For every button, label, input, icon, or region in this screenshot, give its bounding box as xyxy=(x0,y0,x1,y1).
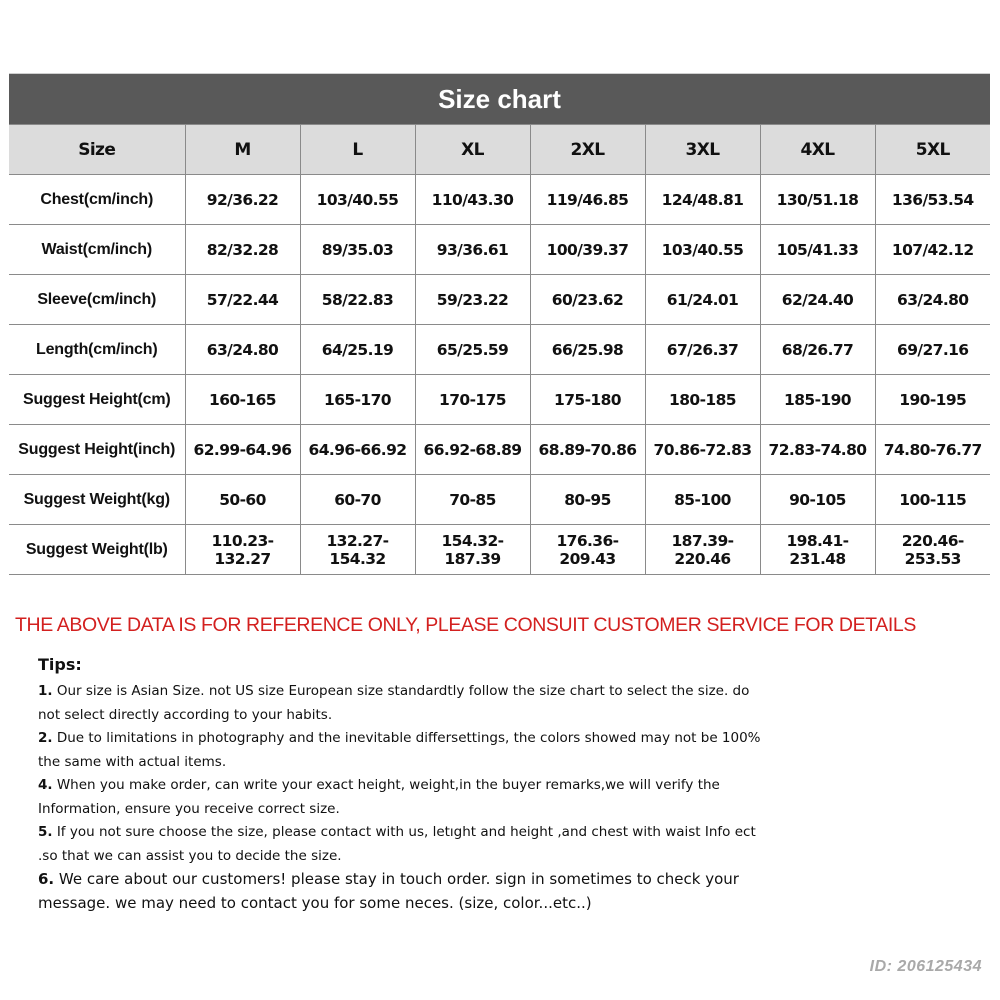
tip-line xyxy=(38,774,818,798)
row-label: Chest(cm/inch) xyxy=(9,175,185,225)
tip-text: the same with actual items. xyxy=(38,753,227,770)
table-cell: 66/25.98 xyxy=(530,325,645,375)
tip-text: not select directly according to your habits. xyxy=(38,706,333,723)
header-cell: L xyxy=(300,125,415,175)
table-cell: 61/24.01 xyxy=(645,275,760,325)
tips-list xyxy=(38,680,818,915)
tip-number: 6. xyxy=(38,870,55,888)
table-cell: 69/27.16 xyxy=(875,325,990,375)
table-cell: 64/25.19 xyxy=(300,325,415,375)
tip-text: message. we may need to contact you for some neces. (size, color...etc..) xyxy=(38,893,592,912)
table-cell: 124/48.81 xyxy=(645,175,760,225)
tip-line xyxy=(38,798,818,822)
table-cell: 160-165 xyxy=(185,375,300,425)
reference-notice: THE ABOVE DATA IS FOR REFERENCE ONLY, PLEASE CONSUIT CUSTOMER SERVICE FOR DETAILS xyxy=(15,614,916,636)
header-cell: 3XL xyxy=(645,125,760,175)
tip-number: 1. xyxy=(38,683,53,699)
tip-line xyxy=(38,704,818,728)
table-cell: 136/53.54 xyxy=(875,175,990,225)
tip-line xyxy=(38,868,818,892)
table-cell: 180-185 xyxy=(645,375,760,425)
table-cell: 190-195 xyxy=(875,375,990,425)
header-cell: Size xyxy=(9,125,185,175)
table-cell: 67/26.37 xyxy=(645,325,760,375)
row-label: Suggest Height(inch) xyxy=(9,425,185,475)
table-row xyxy=(9,225,990,275)
tip-line xyxy=(38,680,818,704)
table-cell: 66.92-68.89 xyxy=(415,425,530,475)
table-cell: 80-95 xyxy=(530,475,645,525)
tips-section xyxy=(38,655,818,915)
table-cell: 82/32.28 xyxy=(185,225,300,275)
table-cell: 170-175 xyxy=(415,375,530,425)
table-cell: 175-180 xyxy=(530,375,645,425)
table-cell: 50-60 xyxy=(185,475,300,525)
tip-line xyxy=(38,821,818,845)
row-label: Sleeve(cm/inch) xyxy=(9,275,185,325)
table-row xyxy=(9,375,990,425)
tips-title: Tips: xyxy=(38,655,82,674)
table-row xyxy=(9,325,990,375)
table-cell: 57/22.44 xyxy=(185,275,300,325)
tip-line xyxy=(38,727,818,751)
table-row xyxy=(9,175,990,225)
header-cell: 2XL xyxy=(530,125,645,175)
tip-line xyxy=(38,845,818,869)
table-cell: 65/25.59 xyxy=(415,325,530,375)
tip-text: Due to limitations in photography and the inevitable differsettings, the colors showed may not be 100% xyxy=(56,730,761,746)
header-row xyxy=(9,125,990,175)
tip-line xyxy=(38,892,818,916)
table-cell: 85-100 xyxy=(645,475,760,525)
table-cell: 220.46-253.53 xyxy=(875,525,990,575)
table-row xyxy=(9,525,990,575)
table-cell: 70-85 xyxy=(415,475,530,525)
table-cell: 100-115 xyxy=(875,475,990,525)
row-label: Waist(cm/inch) xyxy=(9,225,185,275)
table-cell: 60-70 xyxy=(300,475,415,525)
table-row xyxy=(9,275,990,325)
tip-text: We care about our customers! please stay in touch order. sign in sometimes to check your xyxy=(58,870,739,888)
row-label: Suggest Weight(lb) xyxy=(9,525,185,575)
header-cell: 4XL xyxy=(760,125,875,175)
tip-text: When you make order, can write your exact height, weight,in the buyer remarks,we will verify the xyxy=(56,777,720,793)
tip-line xyxy=(38,751,818,775)
table-cell: 110/43.30 xyxy=(415,175,530,225)
table-cell: 176.36-209.43 xyxy=(530,525,645,575)
header-cell: XL xyxy=(415,125,530,175)
header-cell: 5XL xyxy=(875,125,990,175)
row-label: Suggest Weight(kg) xyxy=(9,475,185,525)
table-cell: 63/24.80 xyxy=(185,325,300,375)
table-cell: 103/40.55 xyxy=(645,225,760,275)
table-cell: 60/23.62 xyxy=(530,275,645,325)
row-label: Suggest Height(cm) xyxy=(9,375,185,425)
table-cell: 62.99-64.96 xyxy=(185,425,300,475)
table-cell: 187.39-220.46 xyxy=(645,525,760,575)
table-cell: 185-190 xyxy=(760,375,875,425)
table-cell: 74.80-76.77 xyxy=(875,425,990,475)
table-cell: 105/41.33 xyxy=(760,225,875,275)
table-cell: 70.86-72.83 xyxy=(645,425,760,475)
table-cell: 72.83-74.80 xyxy=(760,425,875,475)
row-label: Length(cm/inch) xyxy=(9,325,185,375)
size-chart xyxy=(9,73,990,575)
tip-text: If you not sure choose the size, please contact with us, letıght and height ,and chest with waist Info ect xyxy=(56,824,756,840)
table-cell: 68.89-70.86 xyxy=(530,425,645,475)
table-cell: 93/36.61 xyxy=(415,225,530,275)
table-row xyxy=(9,425,990,475)
tip-number: 5. xyxy=(38,824,53,840)
tip-text: .so that we can assist you to decide the size. xyxy=(38,847,342,864)
table-cell: 154.32-187.39 xyxy=(415,525,530,575)
table-cell: 59/23.22 xyxy=(415,275,530,325)
table-cell: 58/22.83 xyxy=(300,275,415,325)
table-cell: 107/42.12 xyxy=(875,225,990,275)
table-cell: 103/40.55 xyxy=(300,175,415,225)
table-cell: 198.41-231.48 xyxy=(760,525,875,575)
size-table xyxy=(9,124,990,575)
table-cell: 62/24.40 xyxy=(760,275,875,325)
image-id-label: ID: 206125434 xyxy=(869,958,982,975)
table-cell: 90-105 xyxy=(760,475,875,525)
tip-text: Information, ensure you receive correct size. xyxy=(38,800,340,817)
table-cell: 68/26.77 xyxy=(760,325,875,375)
table-cell: 165-170 xyxy=(300,375,415,425)
table-cell: 119/46.85 xyxy=(530,175,645,225)
header-cell: M xyxy=(185,125,300,175)
table-cell: 110.23-132.27 xyxy=(185,525,300,575)
table-row xyxy=(9,475,990,525)
table-cell: 64.96-66.92 xyxy=(300,425,415,475)
table-cell: 89/35.03 xyxy=(300,225,415,275)
table-cell: 132.27-154.32 xyxy=(300,525,415,575)
table-cell: 92/36.22 xyxy=(185,175,300,225)
tip-number: 4. xyxy=(38,777,53,793)
table-cell: 63/24.80 xyxy=(875,275,990,325)
table-cell: 100/39.37 xyxy=(530,225,645,275)
tip-text: Our size is Asian Size. not US size European size standardtly follow the size chart to select the size. do xyxy=(56,683,750,699)
chart-title: Size chart xyxy=(9,73,990,124)
tip-number: 2. xyxy=(38,730,53,746)
table-cell: 130/51.18 xyxy=(760,175,875,225)
